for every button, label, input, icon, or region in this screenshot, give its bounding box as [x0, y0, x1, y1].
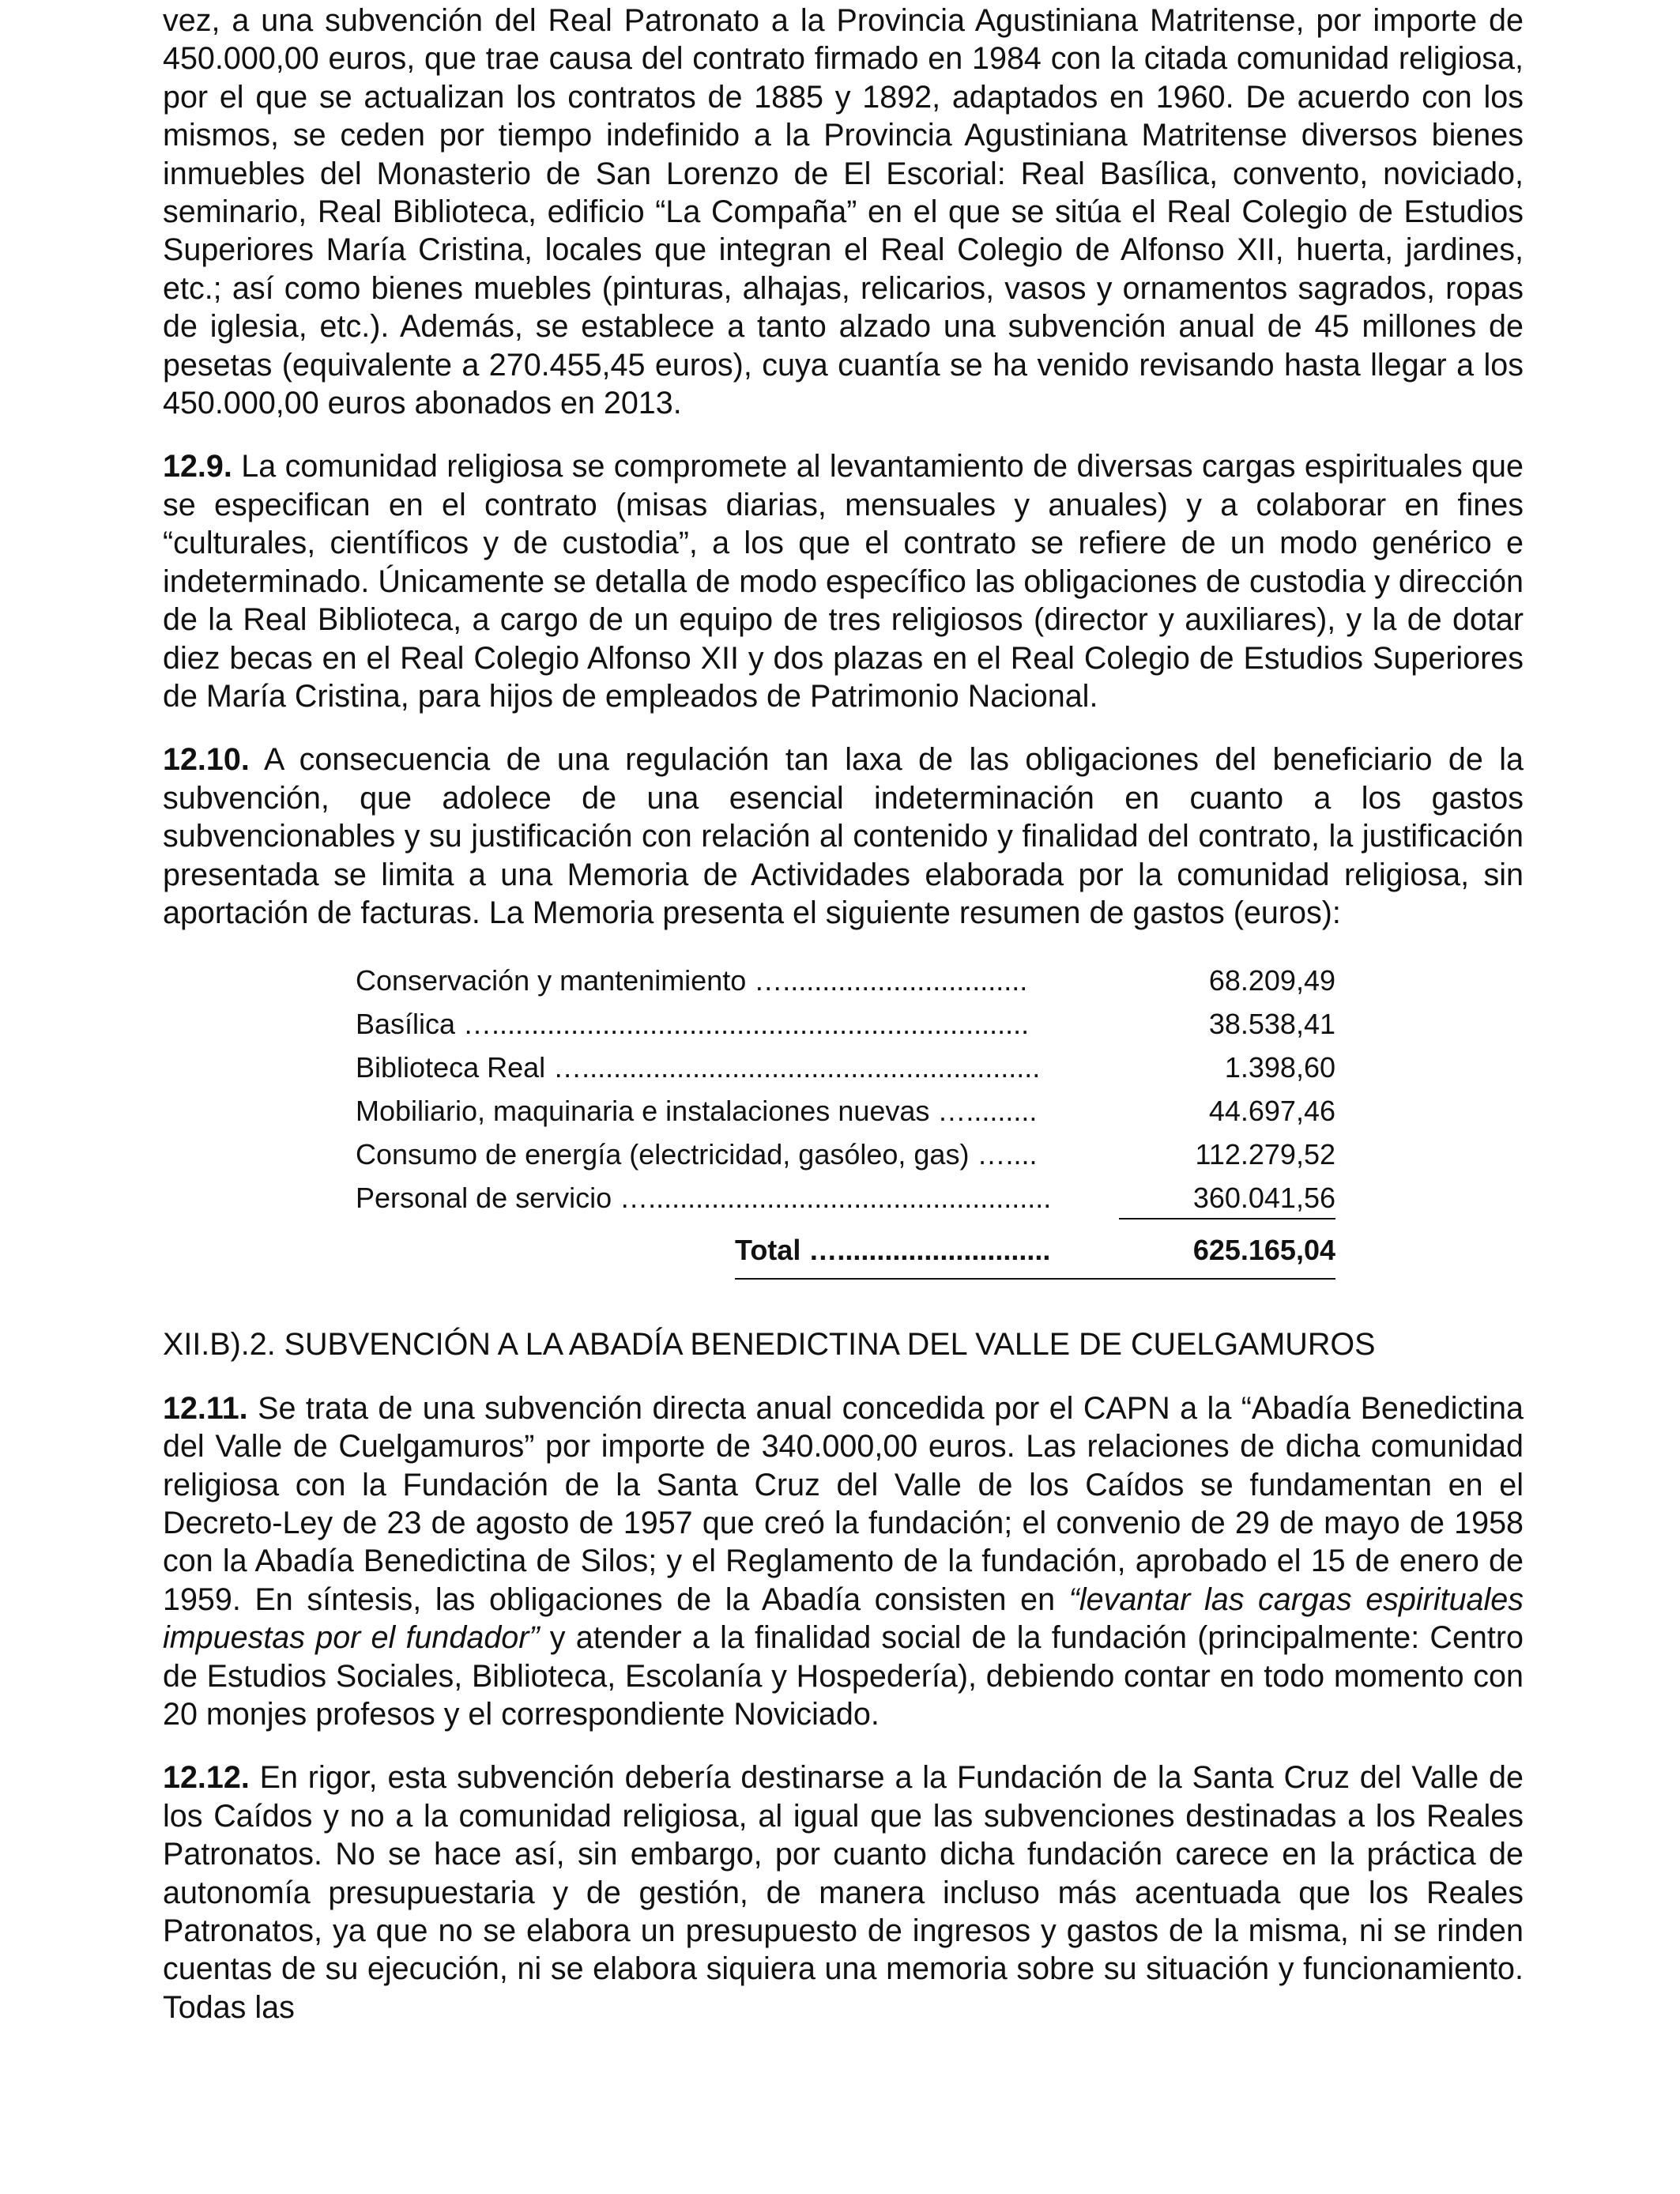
expense-value: 360.041,56 [1192, 1182, 1335, 1215]
expense-value: 68.209,49 [1208, 964, 1335, 997]
table-row [356, 1176, 1335, 1220]
total-row [356, 1226, 1335, 1275]
expense-label: Consumo de energía (electricidad, gasóleo, gas) ….... [356, 1138, 1038, 1171]
total-value: 625.165,04 [1192, 1234, 1335, 1267]
expense-value: 44.697,46 [1208, 1095, 1335, 1128]
paragraph-number: 12.10. [163, 742, 250, 778]
paragraph-text: La comunidad religiosa se compromete al levantamiento de diversas cargas espirituales que se especifican en el contrato (misas diarias, mensuales y anuales) y a colaborar en fines “culturales, científicos y de custodia”, a los que el contrato se refiere de un modo genérico e indeterminado. Únicamente se detalla de modo específico las obligaciones de custodia y dirección de la Real Biblioteca, a cargo de un equipo de tres religiosos (director y auxiliares), y la de dotar diez becas en el Real Colegio Alfonso XII y dos plazas en el Real Colegio de Estudios Superiores de María Cristina, para hijos de empleados de Patrimonio Nacional. [163, 449, 1524, 714]
subtotal-divider [1119, 1218, 1335, 1220]
expense-value: 1.398,60 [1224, 1051, 1335, 1084]
paragraph-text: vez, a una subvención del Real Patronato a la Provincia Agustiniana Matritense, por importe de 450.000,00 euros, que trae causa del contrato firmado en 1984 con la citada comunidad religiosa, por el que se actualizan los contratos de 1885 y 1892, adaptados en 1960. De acuerdo con los mismos, se ceden por tiempo indefinido a la Provincia Agustiniana Matritense diversos bienes inmuebles del Monasterio de San Lorenzo de El Escorial: Real Basílica, convento, noviciado, seminario, Real Biblioteca, edificio “La Compaña” en el que se sitúa el Real Colegio de Estudios Superiores María Cristina, locales que integran el Real Colegio de Alfonso XII, huerta, jardines, etc.; así como bienes muebles (pinturas, alhajas, relicarios, vasos y ornamentos sagrados, ropas de iglesia, etc.). Además, se establece a tanto alzado una subvención anual de 45 millones de pesetas (equivalente a 270.455,45 euros), cuya cuantía se ha venido revisando hasta llegar a los 450.000,00 euros abonados en 2013. [163, 3, 1524, 421]
paragraph-text: Se trata de una subvención directa anual concedida por el CAPN a la “Abadía Benedictina del Valle de Cuelgamuros” por importe de 340.000,00 euros. Las relaciones de dicha comunidad religiosa con la Fundación de la Santa Cruz del Valle de los Caídos se fundamentan en el Decreto-Ley de 23 de agosto de 1957 que creó la fundación; el convenio de 29 de mayo de 1958 con la Abadía Benedictina de Silos; y el Reglamento de la fundación, aprobado el 15 de enero de 1959. En síntesis, las obligaciones de la Abadía consisten en [163, 1390, 1524, 1617]
paragraph-continuation [163, 2, 1524, 422]
document-page [163, 0, 1524, 2026]
paragraph-number: 12.12. [163, 1760, 250, 1796]
paragraph-12-10 [163, 741, 1524, 932]
paragraph-text: En rigor, esta subvención debería destinarse a la Fundación de la Santa Cruz del Valle de los Caídos y no a la comunidad religiosa, al igual que las subvenciones destinadas a los Reales Patronatos. No se hace así, sin embargo, por cuanto dicha fundación carece en la práctica de autonomía presupuestaria y de gestión, de manera incluso más acentuada que los Reales Patronatos, ya que no se elabora un presupuesto de ingresos y gastos de la misma, ni se rinden cuentas de su ejecución, ni se elabora siquiera una memoria sobre su situación y funcionamiento. Todas las [163, 1760, 1524, 2025]
expenses-table [356, 959, 1335, 1291]
paragraph-number: 12.11. [163, 1390, 248, 1426]
table-row [356, 1133, 1335, 1176]
paragraph-12-12 [163, 1759, 1524, 2026]
expense-label: Mobiliario, maquinaria e instalaciones nuevas …......... [356, 1095, 1038, 1128]
table-row [356, 1002, 1335, 1046]
expense-label: Conservación y mantenimiento …............................... [356, 964, 1028, 997]
expense-value: 112.279,52 [1195, 1138, 1335, 1171]
total-divider [735, 1278, 1335, 1280]
paragraph-text: A consecuencia de una regulación tan laxa de las obligaciones del beneficiario de la subvención, que adolece de una esencial indeterminación en cuanto a los gastos subvencionables y su justificación con relación al contenido y finalidad del contrato, la justificación presentada se limita a una Memoria de Actividades elaborada por la comunidad religiosa, sin aportación de facturas. La Memoria presenta el siguiente resumen de gastos (euros): [163, 742, 1524, 930]
total-label: Total …........................... [735, 1234, 1051, 1267]
section-heading: XII.B).2. SUBVENCIÓN A LA ABADÍA BENEDICTINA DEL VALLE DE CUELGAMUROS [163, 1327, 1376, 1363]
table-row [356, 1046, 1335, 1089]
expense-label: Biblioteca Real ….......................................................... [356, 1051, 1041, 1084]
table-row [356, 1089, 1335, 1133]
paragraph-12-9 [163, 447, 1524, 715]
expense-label: Basílica ….................................................................... [356, 1008, 1030, 1041]
paragraph-text: y atender a la finalidad social de la fundación (principalmente: Centro de Estudios Sociales, Biblioteca, Escolanía y Hospedería), debiendo contar en todo momento con 20 monjes profesos y el correspondiente Noviciado. [163, 1620, 1524, 1732]
paragraph-number: 12.9. [163, 449, 232, 484]
paragraph-12-11 [163, 1389, 1524, 1734]
table-row [356, 959, 1335, 1002]
expense-value: 38.538,41 [1208, 1008, 1335, 1041]
expense-label: Personal de servicio …................................................... [356, 1182, 1052, 1215]
quoted-text: “levantar las cargas espirituales impuestas por el fundador” [163, 1581, 1524, 1656]
